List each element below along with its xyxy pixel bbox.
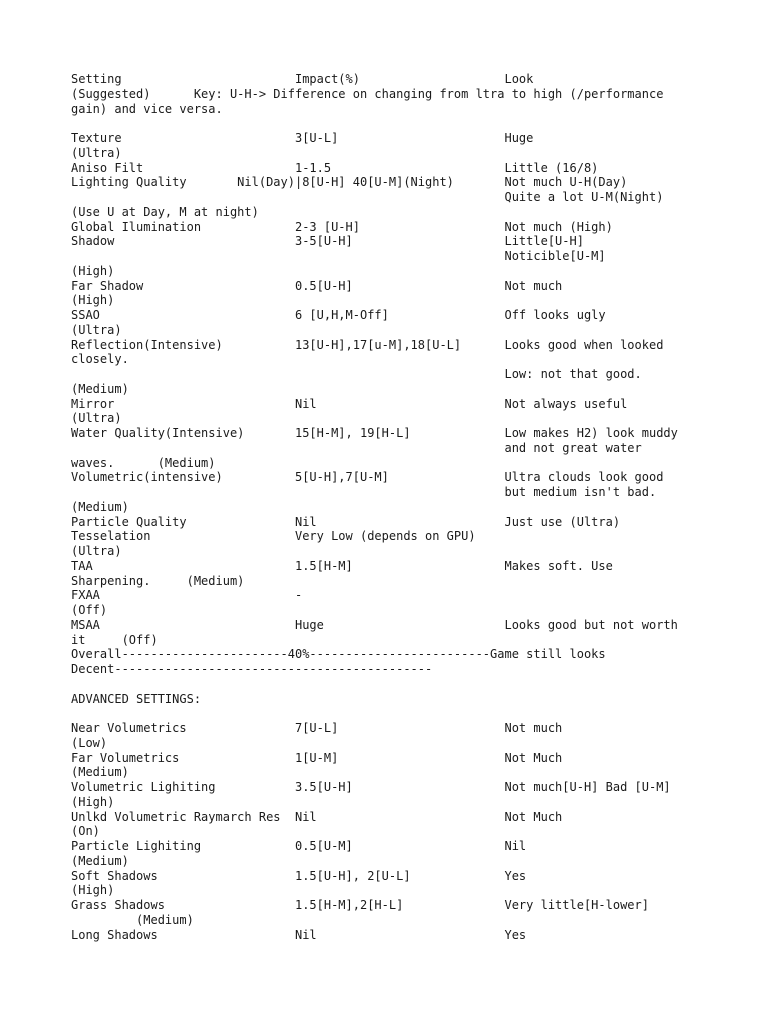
text-line: and not great water (71, 440, 642, 455)
text-line: TAA 1.5[H-M] Makes soft. Use (71, 558, 613, 573)
text-line: Far Shadow 0.5[U-H] Not much (71, 278, 563, 293)
text-line: (Medium) (71, 912, 194, 927)
text-line: (Ultra) (71, 411, 122, 426)
text-line: Tesselation Very Low (depends on GPU) (71, 529, 476, 544)
text-line: (High) (71, 794, 115, 809)
text-line: (Low) (71, 735, 108, 750)
text-line: waves. (Medium) (71, 455, 216, 470)
text-line (71, 116, 678, 131)
text-line: MSAA Huge Looks good but not worth (71, 617, 678, 632)
text-line: Volumetric Lighiting 3.5[U-H] Not much[U-H] Bad [U-M] (71, 780, 671, 794)
text-line: it (Off) (71, 632, 158, 647)
text-line: Setting Impact(%) Look (71, 72, 534, 86)
text-line: (Medium) (71, 765, 129, 780)
text-line: (Ultra) (71, 145, 122, 160)
text-line: Reflection(Intensive) 13[U-H],17[u-M],18[U-L] Looks good when looked (71, 337, 664, 352)
text-line: Near Volumetrics 7[U-L] Not much (71, 721, 563, 735)
text-line: Particle Lighiting 0.5[U-M] Nil (71, 839, 527, 853)
text-line: (High) (71, 293, 115, 308)
text-line: Overall-----------------------40%-------------------------Game still looks (71, 647, 606, 662)
text-line: (Medium) (71, 499, 129, 514)
text-line: Sharpening. (Medium) (71, 573, 245, 588)
text-line: (High) (71, 883, 115, 898)
text-line: (Ultra) (71, 322, 122, 337)
text-line: Noticible[U-M] (71, 249, 606, 263)
text-line: Long Shadows Nil Yes (71, 927, 527, 942)
text-line: Volumetric(intensive) 5[U-H],7[U-M] Ultra clouds look good (71, 470, 664, 485)
text-line (71, 706, 678, 721)
text-line: Particle Quality Nil Just use (Ultra) (71, 514, 621, 529)
text-line: closely. (71, 352, 129, 367)
text-line: (Use U at Day, M at night) (71, 204, 259, 219)
text-line: (On) (71, 824, 100, 839)
text-line: (High) (71, 263, 115, 278)
text-line (71, 677, 678, 692)
text-line: Lighting Quality Nil(Day)|8[U-H] 40[U-M](Night) Not much U-H(Day) (71, 175, 628, 190)
text-line: Water Quality(Intensive) 15[H-M], 19[H-L] Low makes H2) look muddy (71, 426, 678, 440)
text-line: (Suggested) Key: U-H-> Difference on changing from ltra to high (/performance (71, 86, 664, 101)
text-line: Unlkd Volumetric Raymarch Res Nil Not Much (71, 809, 563, 824)
settings-text (71, 72, 678, 942)
text-line: Mirror Nil Not always useful (71, 396, 628, 411)
text-line: ADVANCED SETTINGS: (71, 691, 202, 706)
text-line: (Medium) (71, 381, 129, 396)
text-line: Aniso Filt 1-1.5 Little (16/8) (71, 160, 599, 175)
text-line: Decent-------------------------------------------- (71, 662, 433, 676)
text-line: Low: not that good. (71, 367, 642, 381)
text-line: Global Ilumination 2-3 [U-H] Not much (High) (71, 219, 613, 234)
text-line: SSAO 6 [U,H,M-Off] Off looks ugly (71, 308, 606, 322)
text-line: Far Volumetrics 1[U-M] Not Much (71, 750, 563, 765)
text-line: (Off) (71, 603, 108, 617)
text-line: but medium isn't bad. (71, 485, 657, 499)
text-line: Shadow 3-5[U-H] Little[U-H] (71, 234, 584, 249)
text-line: Grass Shadows 1.5[H-M],2[H-L] Very little[H-lower] (71, 898, 649, 912)
text-line: FXAA - (71, 588, 303, 603)
text-line: gain) and vice versa. (71, 101, 223, 116)
text-line: Soft Shadows 1.5[U-H], 2[U-L] Yes (71, 868, 527, 883)
text-line: Quite a lot U-M(Night) (71, 190, 664, 204)
text-line: Texture 3[U-L] Huge (71, 131, 534, 145)
text-line: (Ultra) (71, 544, 122, 558)
text-line: (Medium) (71, 853, 129, 868)
